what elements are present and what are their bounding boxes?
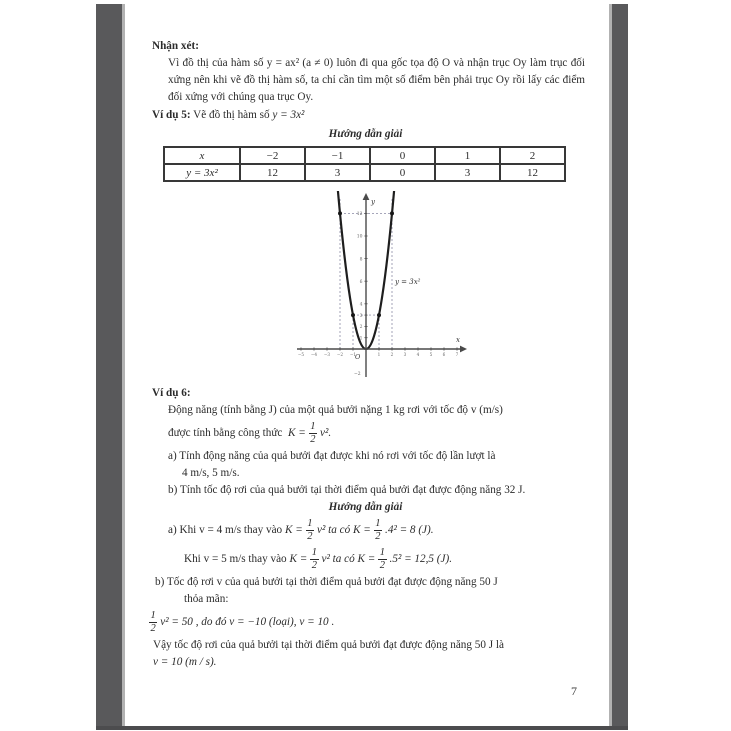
sol-a2-post: .5² = 12,5 (J). xyxy=(389,553,453,565)
table-cell: 0 xyxy=(370,164,435,181)
neg-two-tick-label: −2 xyxy=(354,372,361,377)
table-cell: y = 3x² xyxy=(164,164,240,181)
example5-formula: y = 3x² xyxy=(272,109,305,121)
page-number: 7 xyxy=(571,684,577,698)
x-tick-label: −1 xyxy=(349,352,357,357)
solution-a-line2 xyxy=(184,545,585,574)
table-cell: 1 xyxy=(435,147,500,164)
table-cell: x xyxy=(164,147,240,164)
y-tick-label: 4 xyxy=(359,302,363,308)
graph-svg xyxy=(291,191,471,379)
parabola-figure xyxy=(291,191,471,379)
table-cell: 12 xyxy=(240,164,305,181)
table-cell: 12 xyxy=(500,164,565,181)
sol-a1-mid: v² ta có xyxy=(317,524,351,536)
sol-b3-equation: v² = 50 , do đó v = −10 (loại), v = 10 . xyxy=(160,616,335,628)
function-label: y = 3x² xyxy=(395,278,421,286)
example5-line xyxy=(152,107,585,124)
table-row-y xyxy=(164,164,565,181)
table-cell: −1 xyxy=(305,147,370,164)
k-equals: K = xyxy=(287,427,306,439)
sol-a1-pre: a) Khi v = 4 m/s thay vào xyxy=(168,524,283,536)
table-cell: −2 xyxy=(240,147,305,164)
graph-dynamic xyxy=(298,191,459,357)
y-tick-label: 1 xyxy=(359,336,363,342)
fraction-numerator: 1 xyxy=(311,547,317,559)
table-cell: 3 xyxy=(435,164,500,181)
y-tick-label: 2 xyxy=(359,325,363,331)
data-point xyxy=(338,211,342,215)
y-tick-label: 6 xyxy=(359,279,363,285)
origin-label: O xyxy=(355,353,361,361)
example6-item-a2: 4 m/s, 5 m/s. xyxy=(182,467,240,479)
x-tick-label: 4 xyxy=(416,352,420,357)
formula-pre: được tính bằng công thức xyxy=(168,427,283,439)
fraction xyxy=(310,547,318,572)
solution-b-conclusion1: Vậy tốc độ rơi của quả bưởi tại thời điểm quả bưởi đạt được động năng 50 J là xyxy=(153,639,505,651)
y-tick-label: 10 xyxy=(356,234,363,240)
fraction-numerator: 1 xyxy=(307,518,313,530)
fraction-denominator: 2 xyxy=(379,560,386,571)
scan-border-bottom xyxy=(96,726,628,730)
table-cell: 2 xyxy=(500,147,565,164)
sol-a1-post: .4² = 8 (J). xyxy=(385,524,434,536)
sol-a2-pre: Khi v = 5 m/s thay vào xyxy=(184,553,287,565)
solution-b-equation xyxy=(146,608,585,637)
fraction xyxy=(374,518,382,543)
k-equals: K = xyxy=(357,553,376,565)
fraction xyxy=(149,610,157,635)
k-equals: K = xyxy=(352,524,371,536)
example6-item-a: a) Tính động năng của quả bưởi đạt được khi nó rơi với tốc độ lần lượt là xyxy=(168,450,496,462)
x-tick-label: −2 xyxy=(336,352,344,357)
example6-formula-line xyxy=(168,419,585,448)
data-point xyxy=(377,313,381,317)
x-tick-label: 6 xyxy=(442,352,446,357)
remark-title: Nhận xét: xyxy=(152,40,199,52)
solution-a-line1 xyxy=(168,516,585,545)
page-content xyxy=(126,4,609,726)
scan-edge-right xyxy=(609,4,612,726)
x-tick-label: −5 xyxy=(297,352,305,357)
x-tick-label: −4 xyxy=(310,352,318,357)
y-tick-label: 3 xyxy=(359,313,363,319)
fraction-numerator: 1 xyxy=(379,547,386,559)
example6-intro1: Động năng (tính bằng J) của một quả bưởi nặng 1 kg rơi với tốc độ v (m/s) xyxy=(168,404,503,416)
x-axis-label: x xyxy=(456,336,460,344)
x-tick-label: 3 xyxy=(403,352,407,357)
example5-label: Ví dụ 5: xyxy=(152,109,191,121)
x-tick-label: −3 xyxy=(323,352,331,357)
x-tick-label: 7 xyxy=(455,352,459,357)
solution-b-line1: b) Tốc độ rơi v của quả bưởi tại thời điểm quả bưởi đạt được động năng 50 J xyxy=(155,576,498,588)
solution-b-line2: thỏa mãn: xyxy=(184,593,229,605)
table-cell: 3 xyxy=(305,164,370,181)
example6-label: Ví dụ 6: xyxy=(152,387,191,399)
fraction-denominator: 2 xyxy=(150,623,156,634)
fraction-numerator: 1 xyxy=(150,610,156,622)
x-tick-label: 2 xyxy=(390,352,394,357)
sol-a2-mid: v² ta có xyxy=(321,553,355,565)
scan-border-right xyxy=(612,4,628,726)
fraction xyxy=(378,547,386,572)
table-row-x xyxy=(164,147,565,164)
example6-item-b: b) Tính tốc độ rơi của quả bưởi tại thời điểm quả bưởi đạt được động năng 32 J. xyxy=(168,484,526,496)
fraction xyxy=(306,518,314,543)
scan-border-left xyxy=(96,4,122,726)
scan-edge-left xyxy=(122,4,125,726)
example5-text: Vẽ đồ thị hàm số xyxy=(190,109,273,121)
example5-solution-heading: Hướng dẫn giải xyxy=(328,128,403,140)
fraction-denominator: 2 xyxy=(375,531,381,542)
example6-solution-heading: Hướng dẫn giải xyxy=(328,501,403,513)
k-equals: K = xyxy=(289,553,308,565)
fraction-denominator: 2 xyxy=(310,434,316,445)
fraction-numerator: 1 xyxy=(310,421,316,433)
y-axis-label: y xyxy=(371,198,375,206)
x-tick-label: 5 xyxy=(429,352,433,357)
data-point xyxy=(351,313,355,317)
data-point xyxy=(390,211,394,215)
y-tick-label: 8 xyxy=(359,257,363,263)
formula-post: v². xyxy=(320,427,332,439)
solution-b-conclusion2: v = 10 (m / s). xyxy=(153,656,217,668)
y-tick-label: 12 xyxy=(356,212,363,218)
x-axis-arrow-icon xyxy=(460,346,467,353)
y-axis-arrow-icon xyxy=(363,193,370,200)
fraction-denominator: 2 xyxy=(311,560,317,571)
x-tick-label: 1 xyxy=(377,352,381,357)
fraction-numerator: 1 xyxy=(375,518,381,530)
fraction xyxy=(309,421,317,446)
table-cell: 0 xyxy=(370,147,435,164)
remark-paragraph: Vì đồ thị của hàm số y = ax² (a ≠ 0) luôn đi qua gốc tọa độ O và nhận trục Oy làm trục đối xứng nên khi vẽ đồ thị hàm số, ta chỉ cần tìm một số điểm bên phải trục Oy rồi lấy các điểm đối xứng với chúng qua trục Oy. xyxy=(168,57,585,103)
k-equals: K = xyxy=(284,524,303,536)
values-table xyxy=(163,146,566,182)
fraction-denominator: 2 xyxy=(307,531,313,542)
